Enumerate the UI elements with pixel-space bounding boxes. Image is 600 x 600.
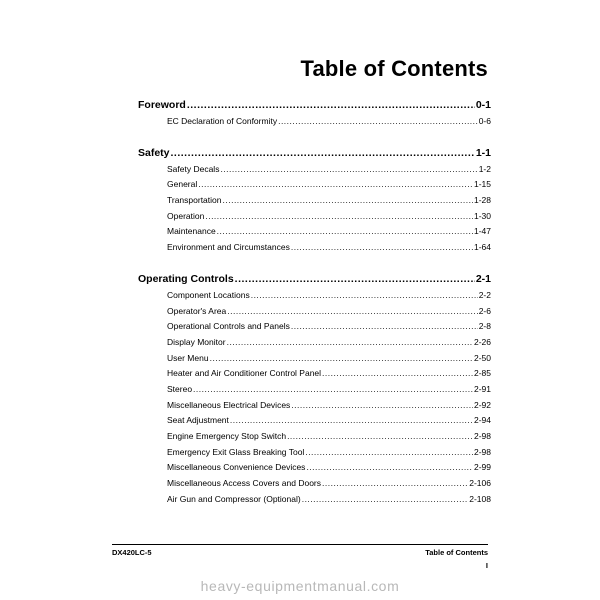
watermark: heavy-equipmentmanual.com <box>200 578 400 594</box>
dot-leader <box>227 335 473 351</box>
entry-label: Transportation <box>167 195 222 206</box>
entry-label: Heater and Air Conditioner Control Panel <box>167 368 322 379</box>
entry-page-number: 2-8 <box>478 321 491 332</box>
dot-leader <box>305 445 473 461</box>
toc-entry[interactable] <box>138 114 491 130</box>
toc-entry[interactable] <box>138 193 491 209</box>
entry-label: Operation <box>167 210 205 221</box>
entry-page-number: 1-28 <box>473 195 491 206</box>
toc-section-row[interactable] <box>138 144 491 162</box>
section-title: Operating Controls <box>138 272 234 285</box>
toc-entry[interactable] <box>138 429 491 445</box>
toc-entry[interactable] <box>138 240 491 256</box>
entry-label: Emergency Exit Glass Breaking Tool <box>167 446 305 457</box>
entry-label: Environment and Circumstances <box>167 242 290 253</box>
entry-page-number: 2-92 <box>473 399 491 410</box>
entry-label: Operator's Area <box>167 305 227 316</box>
toc-section-row[interactable] <box>138 270 491 288</box>
dot-leader <box>287 429 473 445</box>
dot-leader <box>322 476 468 492</box>
entry-page-number: 1-15 <box>473 179 491 190</box>
toc-entry[interactable] <box>138 398 491 414</box>
entry-label: Miscellaneous Access Covers and Doors <box>167 478 322 489</box>
dot-leader <box>193 382 473 398</box>
section-title: Foreword <box>138 99 186 111</box>
toc-entry[interactable] <box>138 209 491 225</box>
toc-entry[interactable] <box>138 476 491 492</box>
entry-page-number: 2-108 <box>469 493 491 504</box>
toc-entry[interactable] <box>138 162 491 178</box>
dot-leader <box>210 351 473 367</box>
toc <box>138 96 491 521</box>
toc-section-row[interactable] <box>138 96 491 114</box>
dot-leader <box>302 492 469 508</box>
dot-leader <box>291 398 473 414</box>
entry-label: Miscellaneous Convenience Devices <box>167 462 306 473</box>
entry-label: General <box>167 179 198 190</box>
toc-entry[interactable] <box>138 224 491 240</box>
dot-leader <box>291 240 473 256</box>
entry-label: Seat Adjustment <box>167 415 229 426</box>
entry-label: Safety Decals <box>167 163 220 174</box>
entry-label: Component Locations <box>167 289 250 300</box>
entry-page-number: 1-64 <box>473 242 491 253</box>
toc-entry[interactable] <box>138 382 491 398</box>
entry-label: Display Monitor <box>167 336 226 347</box>
dot-leader <box>205 209 473 225</box>
dot-leader <box>223 193 473 209</box>
dot-leader <box>322 366 473 382</box>
entry-label: Miscellaneous Electrical Devices <box>167 399 291 410</box>
section-page-number: 0-1 <box>475 99 491 111</box>
entry-page-number: 0-6 <box>478 116 491 126</box>
page-title: Table of Contents <box>300 56 488 81</box>
section-page-number: 2-1 <box>475 272 491 285</box>
section-title: Safety <box>138 146 170 159</box>
dot-leader <box>306 460 473 476</box>
entry-label: Operational Controls and Panels <box>167 321 290 332</box>
dot-leader <box>171 144 475 162</box>
toc-entry[interactable] <box>138 288 491 304</box>
entry-page-number: 2-94 <box>473 415 491 426</box>
toc-section-safety <box>138 144 491 256</box>
entry-page-number: 1-47 <box>473 226 491 237</box>
toc-entry[interactable] <box>138 351 491 367</box>
entry-page-number: 2-85 <box>473 368 491 379</box>
entry-page-number: 2-26 <box>473 336 491 347</box>
toc-entry[interactable] <box>138 460 491 476</box>
entry-page-number: 1-2 <box>478 163 491 174</box>
toc-entry[interactable] <box>138 177 491 193</box>
dot-leader <box>230 413 473 429</box>
toc-entry[interactable] <box>138 366 491 382</box>
entry-page-number: 2-91 <box>473 383 491 394</box>
entry-page-number: 2-98 <box>473 431 491 441</box>
dot-leader <box>291 319 478 335</box>
footer-page-number: I <box>485 561 488 570</box>
dot-leader <box>278 114 478 130</box>
toc-section-foreword <box>138 96 491 130</box>
entry-label: Air Gun and Compressor (Optional) <box>167 493 301 504</box>
toc-entry[interactable] <box>138 335 491 351</box>
toc-entry[interactable] <box>138 319 491 335</box>
dot-leader <box>217 224 473 240</box>
entry-page-number: 2-2 <box>478 289 491 300</box>
dot-leader <box>187 96 475 114</box>
footer-section-title: Table of Contents <box>425 548 488 557</box>
dot-leader <box>235 270 475 288</box>
entry-label: Stereo <box>167 383 193 394</box>
entry-page-number: 2-6 <box>478 305 491 316</box>
section-page-number: 1-1 <box>475 146 491 159</box>
dot-leader <box>220 162 477 178</box>
entry-page-number: 2-98 <box>473 446 491 457</box>
entry-page-number: 2-99 <box>473 462 491 473</box>
entry-page-number: 2-106 <box>469 478 491 489</box>
toc-entry[interactable] <box>138 445 491 461</box>
footer-model: DX420LC-5 <box>112 548 152 557</box>
entry-page-number: 1-30 <box>473 210 491 221</box>
dot-leader <box>251 288 478 304</box>
entry-label: Engine Emergency Stop Switch <box>167 431 287 441</box>
entry-label: User Menu <box>167 352 209 363</box>
toc-section-operating-controls <box>138 270 491 508</box>
dot-leader <box>198 177 473 193</box>
toc-entry[interactable] <box>138 413 491 429</box>
entry-label: Maintenance <box>167 226 216 237</box>
dot-leader <box>227 304 477 320</box>
entry-page-number: 2-50 <box>473 352 491 363</box>
entry-label: EC Declaration of Conformity <box>167 116 278 126</box>
page-footer <box>112 544 488 570</box>
toc-entry[interactable] <box>138 304 491 320</box>
toc-entry[interactable] <box>138 492 491 508</box>
